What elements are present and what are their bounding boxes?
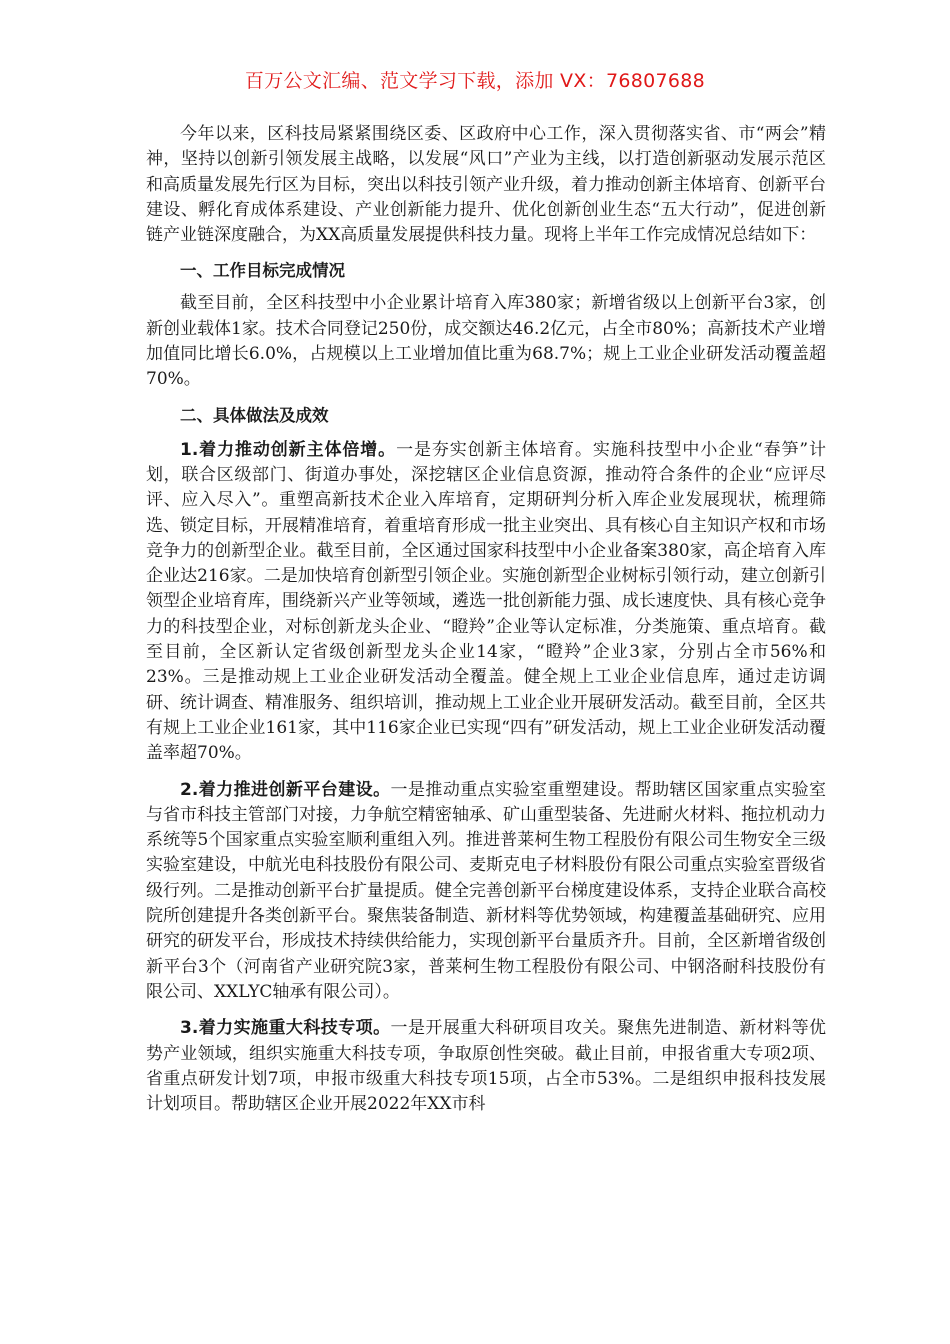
section-heading-1: 一、工作目标完成情况 xyxy=(180,261,345,281)
measure-paragraph-3 xyxy=(146,1016,826,1117)
measure-lead-3: 3.着力实施重大科技专项。 xyxy=(180,1018,391,1039)
measure-body-1: 一是夯实创新主体培育。实施科技型中小企业“春笋”计划，联合区级部门、街道办事处，深挖辖区企业信息资源，推动符合条件的企业“应评尽评、应入尽入”。重塑高新技术企业入库培育，定期研判分析入库企业发展现状，梳理筛选、锁定目标，开展精准培育，着重培育形成一批主业突出、具有核心自主知识产权和市场竞争力的创新型企业。截至目前，全区通过国家科技型中小企业备案380家，高企培育入库企业达216家。二是加快培育创新型引领企业。实施创新型企业树标引领行动，建立创新引领型企业培育库，围绕新兴产业等领域，遴选一批创新能力强、成长速度快、具有核心竞争力的科技型企业，对标创新龙头企业、“瞪羚”企业等认定标准，分类施策、重点培育。截至目前，全区新认定省级创新型龙头企业14家，“瞪羚”企业3家，分别占全市56%和23%。三是推动规上工业企业研发活动全覆盖。健全规上工业企业信息库，通过走访调研、统计调查、精准服务、组织培训，推动规上工业企业开展研发活动。截至目前，全区共有规上工业企业161家，其中116家企业已实现“四有”研发活动，规上工业企业研发活动覆盖率超70%。 xyxy=(146,439,826,764)
measure-lead-1: 1.着力推动创新主体倍增。 xyxy=(180,439,397,460)
measure-paragraph-1 xyxy=(146,438,826,767)
measure-paragraph-2 xyxy=(146,778,826,1006)
section-heading-2: 二、具体做法及成效 xyxy=(180,405,329,425)
measure-body-3: 一是开展重大科研项目攻关。聚焦先进制造、新材料等优势产业领域，组织实施重大科技专项，争取原创性突破。截止目前，申报省重大专项2项、省重点研发计划7项，申报市级重大科技专项15项，占全市53%。二是组织申报科技发展计划项目。帮助辖区企业开展2022年XX市科 xyxy=(146,1018,826,1115)
header-banner: 百万公文汇编、范文学习下载，添加 VX：76807688 xyxy=(244,70,706,92)
measure-body-2: 一是推动重点实验室重塑建设。帮助辖区国家重点实验室与省市科技主管部门对接，力争航空精密轴承、矿山重型装备、先进耐火材料、拖拉机动力系统等5个国家重点实验室顺利重组入列。推进普莱柯生物工程股份有限公司生物安全三级实验室建设，中航光电科技股份有限公司、麦斯克电子材料股份有限公司重点实验室晋级省级行列。二是推动创新平台扩量提质。健全完善创新平台梯度建设体系，支持企业联合高校院所创建提升各类创新平台。聚焦装备制造、新材料等优势领域，构建覆盖基础研究、应用研究的研发平台，形成技术持续供给能力，实现创新平台量质齐升。目前，全区新增省级创新平台3个（河南省产业研究院3家，普莱柯生物工程股份有限公司、中钢洛耐科技股份有限公司、XXLYC轴承有限公司）。 xyxy=(146,779,826,1002)
measure-lead-2: 2.着力推进创新平台建设。 xyxy=(180,779,391,800)
intro-paragraph: 今年以来，区科技局紧紧围绕区委、区政府中心工作，深入贯彻落实省、市“两会”精神，坚持以创新引领发展主战略，以发展“风口”产业为主线，以打造创新驱动发展示范区和高质量发展先行区为目标，突出以科技引领产业升级，着力推动创新主体培育、创新平台建设、孵化育成体系建设、产业创新能力提升、优化创新创业生态“五大行动”，促进创新链产业链深度融合，为XX高质量发展提供科技力量。现将上半年工作完成情况总结如下： xyxy=(146,124,826,246)
document-body xyxy=(146,122,826,1117)
goals-paragraph: 截至目前，全区科技型中小企业累计培育入库380家；新增省级以上创新平台3家，创新创业载体1家。技术合同登记250份，成交额达46.2亿元，占全市80%；高新技术产业增加值同比增长6.0%，占规模以上工业增加值比重为68.7%；规上工业企业研发活动覆盖超70%。 xyxy=(146,293,826,390)
